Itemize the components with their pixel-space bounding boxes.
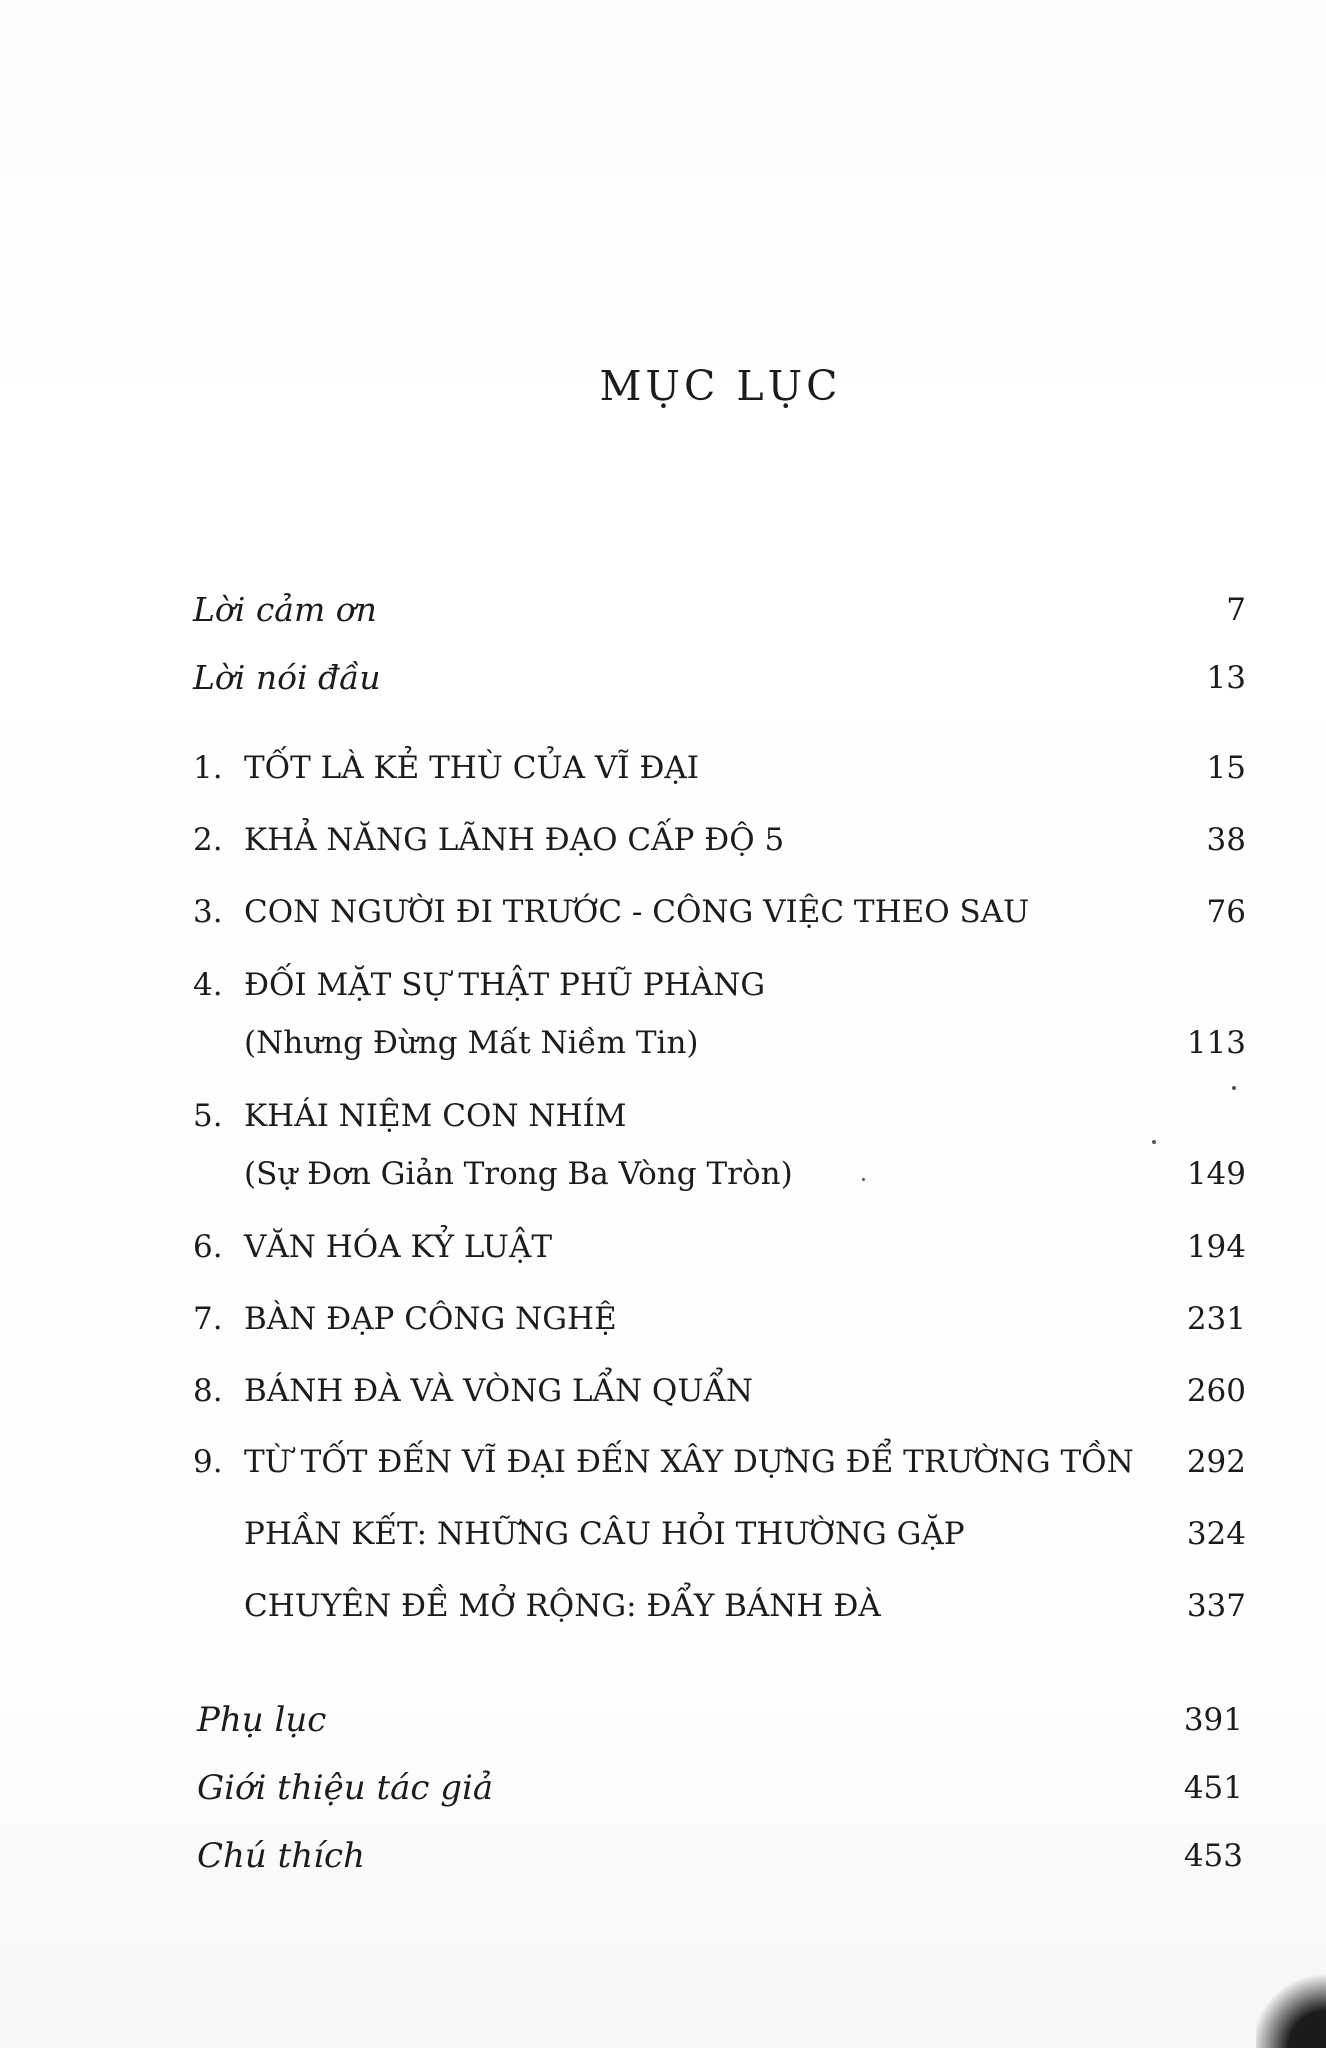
toc-entry-page: 13: [1206, 660, 1246, 696]
toc-entry-page: 324: [1186, 1516, 1246, 1552]
chapter-number: 2.: [193, 822, 223, 858]
toc-entry-page: 231: [1186, 1301, 1246, 1337]
toc-entry-page: 391: [1183, 1702, 1243, 1738]
toc-entry-preface[interactable]: [0, 648, 1326, 708]
toc-entry-chapter-9[interactable]: [0, 1432, 1326, 1492]
toc-entry-chapter-1[interactable]: [0, 738, 1326, 798]
toc-entry-page: 451: [1183, 1770, 1243, 1806]
toc-entry-acknowledgements[interactable]: [0, 580, 1326, 640]
print-speck: [1232, 1086, 1236, 1090]
toc-entry-page: 113: [1186, 1025, 1246, 1061]
toc-entry-page: 7: [1226, 592, 1246, 628]
toc-entry-chapter-8[interactable]: [0, 1361, 1326, 1421]
toc-entry-page: 194: [1186, 1229, 1246, 1265]
toc-entry-chapter-2[interactable]: [0, 810, 1326, 870]
toc-entry-chapter-7[interactable]: [0, 1289, 1326, 1349]
toc-entry-chapter-4[interactable]: [0, 955, 1326, 1015]
toc-entry-chapter-4-subtitle[interactable]: [0, 1013, 1326, 1073]
chapter-subtitle: (Nhưng Đừng Mất Niềm Tin): [244, 1025, 699, 1061]
toc-entry-page: 292: [1186, 1444, 1246, 1480]
chapter-number: 9.: [193, 1444, 223, 1480]
chapter-title: CON NGƯỜI ĐI TRƯỚC - CÔNG VIỆC THEO SAU: [244, 894, 1030, 930]
chapter-title: KHẢ NĂNG LÃNH ĐẠO CẤP ĐỘ 5: [244, 822, 785, 858]
page-title: MỤC LỤC: [599, 362, 842, 410]
chapter-number: 5.: [193, 1098, 223, 1134]
chapter-number: 4.: [193, 967, 223, 1003]
toc-entry-page: 38: [1206, 822, 1246, 858]
toc-entry-page: 15: [1206, 750, 1246, 786]
print-speck: [862, 1178, 865, 1181]
toc-entry-monograph[interactable]: [0, 1576, 1326, 1636]
chapter-title: KHÁI NIỆM CON NHÍM: [244, 1098, 627, 1134]
toc-entry-page: 337: [1186, 1588, 1246, 1624]
toc-entry-chapter-6[interactable]: [0, 1217, 1326, 1277]
toc-entry-label: Lời nói đầu: [193, 658, 381, 697]
chapter-title: TỐT LÀ KẺ THÙ CỦA VĨ ĐẠI: [244, 750, 700, 786]
chapter-number: 3.: [193, 894, 223, 930]
toc-entry-page: 149: [1186, 1156, 1246, 1192]
extra-title: PHẦN KẾT: NHỮNG CÂU HỎI THƯỜNG GẶP: [244, 1516, 965, 1552]
chapter-number: 6.: [193, 1229, 223, 1265]
toc-entry-page: 260: [1186, 1373, 1246, 1409]
toc-entry-page: 76: [1206, 894, 1246, 930]
chapter-title: TỪ TỐT ĐẾN VĨ ĐẠI ĐẾN XÂY DỰNG ĐỂ TRƯỜNG TỒN: [244, 1444, 1134, 1480]
toc-entry-epilogue[interactable]: [0, 1504, 1326, 1564]
print-speck: [1152, 1140, 1156, 1144]
toc-entry-chapter-5-subtitle[interactable]: [0, 1144, 1326, 1204]
toc-entry-chapter-3[interactable]: [0, 882, 1326, 942]
toc-entry-label: Phụ lục: [197, 1700, 327, 1740]
page-corner-shadow: [1256, 1968, 1326, 2048]
toc-entry-page: 453: [1183, 1838, 1243, 1874]
toc-entry-label: Giới thiệu tác giả: [197, 1768, 494, 1808]
toc-entry-label: Lời cảm ơn: [193, 590, 377, 629]
chapter-title: VĂN HÓA KỶ LUẬT: [244, 1229, 553, 1265]
toc-entry-appendix[interactable]: [0, 1690, 1326, 1750]
chapter-title: ĐỐI MẶT SỰ THẬT PHŨ PHÀNG: [244, 967, 766, 1003]
extra-title: CHUYÊN ĐỀ MỞ RỘNG: ĐẨY BÁNH ĐÀ: [244, 1588, 881, 1624]
chapter-subtitle: (Sự Đơn Giản Trong Ba Vòng Tròn): [244, 1156, 793, 1192]
toc-entry-notes[interactable]: [0, 1826, 1326, 1886]
chapter-number: 8.: [193, 1373, 223, 1409]
chapter-title: BÁNH ĐÀ VÀ VÒNG LẨN QUẨN: [244, 1373, 753, 1409]
chapter-title: BÀN ĐẠP CÔNG NGHỆ: [244, 1301, 617, 1337]
chapter-number: 7.: [193, 1301, 223, 1337]
toc-entry-about-author[interactable]: [0, 1758, 1326, 1818]
toc-entry-chapter-5[interactable]: [0, 1086, 1326, 1146]
chapter-number: 1.: [193, 750, 223, 786]
toc-entry-label: Chú thích: [197, 1836, 365, 1876]
